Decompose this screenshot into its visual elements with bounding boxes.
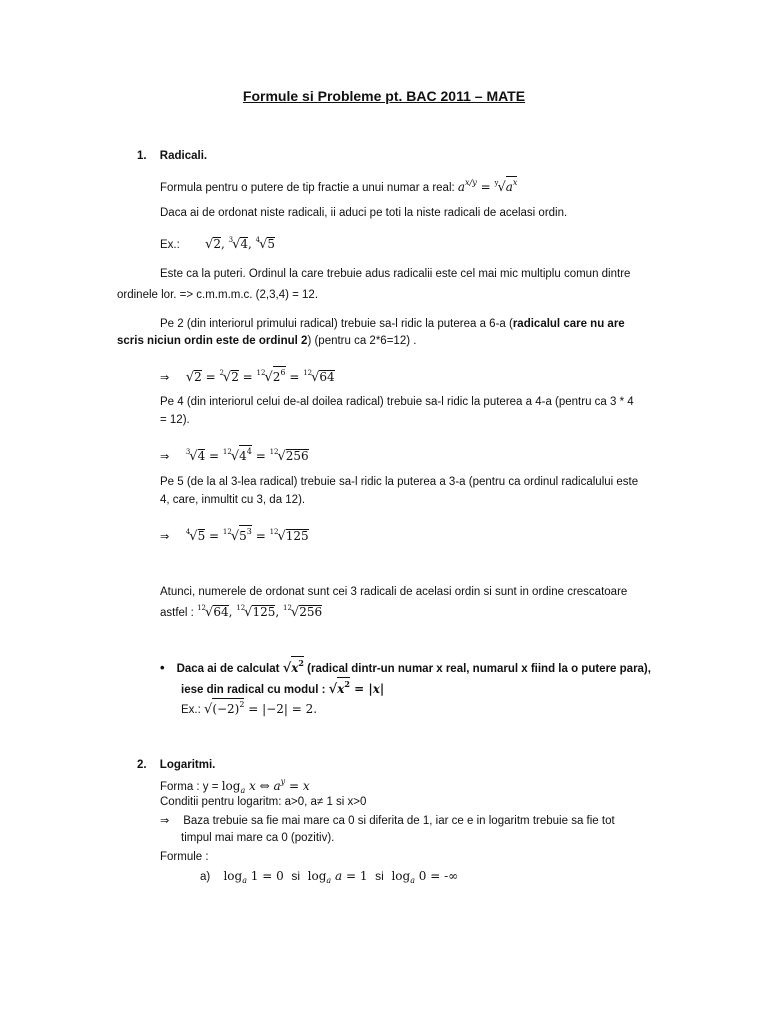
pe4-line-1: Pe 4 (din interiorul celui de-al doilea radical) trebuie sa-l ridic la puterea a 4-a (pentru ca 3 * 4 [160,396,634,408]
bullet-line-2 [181,677,384,697]
implies-arrow-icon: ⇒ [160,814,170,827]
atunci-line-2 [160,604,322,620]
bullet-text-1a: Daca ai de calculat [176,663,280,675]
section-2-title: Logaritmi. [159,759,216,771]
baza-line-2: timpul mai mare ca 0 (pozitiv). [181,832,335,844]
section-2-number: 2. [137,759,147,771]
formule-label: Formule : [160,851,209,863]
pe2-bold-2: scris niciun ordin este de ordinul 2 [117,335,308,347]
section-2-heading [137,759,215,771]
formula-text: Formula pentru o putere de tip fractie a unui numar a real: [160,182,455,194]
pe5-line-2: 4, care, inmultit cu 3, da 12). [160,494,306,506]
pe2-bold-1: radicalul care nu are [512,318,625,330]
atunci-label: astfel : [160,607,194,619]
formula-math: $a^{x/y} = ^y√a^x$ [457,178,518,195]
bullet-ex-label: Ex.: [181,704,201,716]
pe2-text-a: Pe 2 (din interiorul primului radical) trebuie sa-l ridic la puterea a 6-a ( [160,318,513,330]
bullet-text-2a: iese din radical cu modul : [181,684,326,696]
section-1-heading [137,150,207,162]
pe5-line-1: Pe 5 (de la al 3-lea radical) trebuie sa-l ridic la puterea a 3-a (pentru ca ordinul radicalului este [160,476,639,488]
atunci-line-1: Atunci, numerele de ordonat sunt cei 3 radicali de acelasi ordin si sunt in ordine crescatoare [160,586,628,598]
formula-item-a [200,869,458,885]
implies-arrow-icon: ⇒ [160,530,170,543]
document-title: Formule si Probleme pt. BAC 2011 – MATE [242,88,526,104]
forma-math: $\log_a x$ ⇔ $a^y = x$ [221,777,310,795]
equation-1: ⇒ $√2 = ^2√2 = ^{12}√2^6 = ^{12}√64$ [160,368,335,385]
equation-3: ⇒ $^4√5 = ^{12}√5^3 = ^{12}√125$ [160,527,309,544]
section-1-number: 1. [137,150,147,162]
bullet-line-1 [160,656,651,676]
pe2-line-1 [160,318,625,330]
item-a-label: a) [200,871,211,883]
baza-text-1: Baza trebuie sa fie mai mare ca 0 si diferita de 1, iar ce e in logaritm trebuie sa fie tot [183,815,615,827]
example-math: √2, $^3$√4, $^4$√5 [205,236,276,252]
pe2-text-b: ) (pentru ca 2*6=12) . [307,335,417,347]
bullet-text-1b: (radical dintr-un numar x real, numarul x fiind la o putere para), [307,663,651,675]
bullet-dot-icon: • [160,660,165,675]
forma-label: Forma : y = [160,781,219,793]
implies-arrow-icon: ⇒ [160,450,170,463]
puteri-line-2: ordinele lor. => c.m.m.m.c. (2,3,4) = 12. [117,289,319,301]
section-1-title: Radicali. [159,150,208,162]
equation-2: ⇒ $^3√4 = ^{12}√4^4 = ^{12}√256$ [160,447,309,464]
forma-line [160,777,310,795]
conditii-line: Conditii pentru logaritm: a>0, a≠ 1 si x>0 [160,796,367,808]
bullet-ex-math: $√(-2)^2 = |-2| = 2$. [204,700,318,717]
formula-line [160,176,517,195]
example-label: Ex.: [160,239,180,251]
implies-arrow-icon: ⇒ [160,371,170,384]
bullet-modul-math: $√x^2 = |x|$ [328,679,385,697]
bullet-sqrt-x2: $√x^2$ [282,658,304,676]
item-a-math: $\log_a 1 = 0$ si $\log_a a = 1$ si $\log_a 0$ = -∞ [223,869,459,885]
baza-line-1 [160,814,615,827]
atunci-math: $^{12}$√64, $^{12}$√125, $^{12}$√256 [197,604,323,620]
pe2-line-2 [117,335,416,347]
puteri-line-1: Este ca la puteri. Ordinul la care trebuie adus radicalii este cel mai mic multiplu comun dintre [160,268,631,280]
example-line [160,236,275,252]
pe4-line-2: = 12). [160,414,190,426]
order-text: Daca ai de ordonat niste radicali, ii aduci pe toti la niste radicali de acelasi ordin. [160,207,568,219]
bullet-example [181,698,317,717]
